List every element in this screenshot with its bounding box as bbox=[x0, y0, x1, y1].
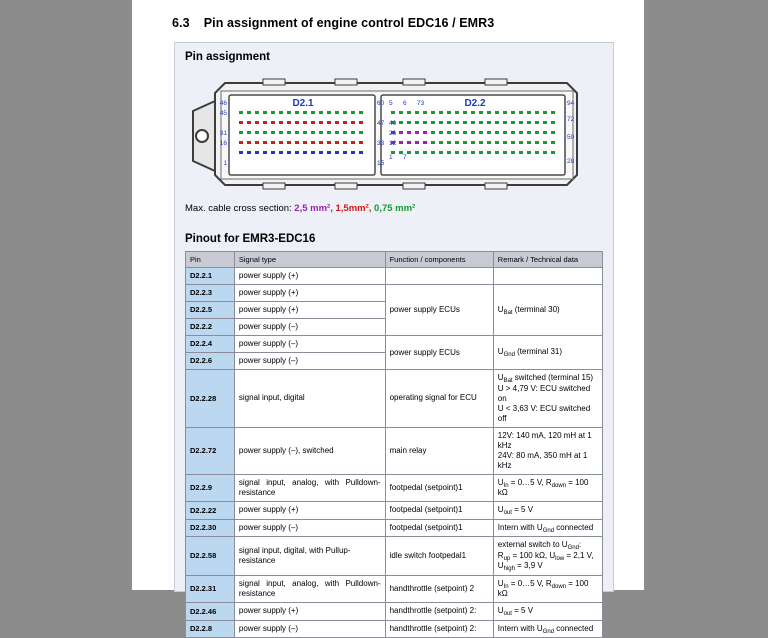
cell-pin: D2.2.9 bbox=[186, 474, 235, 502]
cell-signal-type: power supply (–) bbox=[234, 353, 385, 370]
cable-cross-section-note bbox=[185, 203, 415, 214]
table-row bbox=[186, 603, 603, 621]
svg-text:5: 5 bbox=[389, 100, 393, 107]
cell-pin: D2.2.30 bbox=[186, 519, 235, 537]
svg-text:46: 46 bbox=[219, 100, 227, 107]
cell-remark: $U_{Gnd}$ (terminal 31) bbox=[493, 336, 602, 370]
cell-pin: D2.2.1 bbox=[186, 268, 235, 285]
panel-title: Pin assignment bbox=[185, 51, 270, 63]
cell-function: handthrottle (setpoint) 2: bbox=[385, 603, 493, 621]
cell-remark bbox=[493, 268, 602, 285]
connector-label-d22: D2.2 bbox=[464, 98, 486, 109]
table-row bbox=[186, 502, 603, 520]
document-page bbox=[132, 0, 644, 635]
cell-pin: D2.2.46 bbox=[186, 603, 235, 621]
cell-signal-type: power supply (+) bbox=[234, 268, 385, 285]
column-header-function: Function / components bbox=[385, 252, 493, 268]
table-header-row bbox=[186, 252, 603, 268]
svg-text:6: 6 bbox=[403, 100, 407, 107]
column-header-pin: Pin bbox=[186, 252, 235, 268]
svg-text:40: 40 bbox=[389, 120, 397, 127]
table-row bbox=[186, 268, 603, 285]
cell-pin: D2.2.72 bbox=[186, 427, 235, 474]
svg-text:26: 26 bbox=[389, 130, 397, 137]
pinout-table bbox=[185, 251, 603, 638]
table-row bbox=[186, 336, 603, 353]
cell-pin: D2.2.28 bbox=[186, 370, 235, 428]
cell-function: main relay bbox=[385, 427, 493, 474]
cell-remark: Intern with $U_{Gnd}$ connected bbox=[493, 620, 602, 638]
connector-label-d21: D2.1 bbox=[292, 98, 314, 109]
svg-text:1: 1 bbox=[223, 160, 227, 167]
cell-remark: $U_{Bat}$ switched (terminal 15) U > 4,79 V: ECU switched on U < 3,63 V: ECU switched off bbox=[493, 370, 602, 428]
svg-text:16: 16 bbox=[219, 140, 227, 147]
cable-note-value-2: 1,5mm², bbox=[335, 203, 372, 214]
svg-text:47: 47 bbox=[377, 120, 385, 127]
cell-pin: D2.2.6 bbox=[186, 353, 235, 370]
cell-signal-type: power supply (+) bbox=[234, 285, 385, 302]
cell-signal-type: power supply (–) bbox=[234, 620, 385, 638]
svg-text:12: 12 bbox=[389, 140, 397, 147]
cell-remark: $U_{Bat}$ (terminal 30) bbox=[493, 285, 602, 336]
table-row bbox=[186, 474, 603, 502]
cell-signal-type: power supply (–) bbox=[234, 336, 385, 353]
table-row bbox=[186, 620, 603, 638]
svg-text:7: 7 bbox=[403, 154, 407, 161]
cell-pin: D2.2.8 bbox=[186, 620, 235, 638]
cell-signal-type: power supply (+) bbox=[234, 603, 385, 621]
cell-signal-type: power supply (+) bbox=[234, 302, 385, 319]
svg-text:1: 1 bbox=[389, 154, 393, 161]
cell-signal-type: power supply (–), switched bbox=[234, 427, 385, 474]
pinout-table-body bbox=[186, 268, 603, 638]
cable-note-value-3: 0,75 mm² bbox=[374, 203, 416, 214]
table-row bbox=[186, 519, 603, 537]
svg-text:33: 33 bbox=[377, 140, 385, 147]
cell-signal-type: signal input, analog, with Pulldown-resistance bbox=[234, 474, 385, 502]
page-title bbox=[172, 16, 494, 30]
svg-text:73: 73 bbox=[417, 100, 425, 107]
svg-text:60: 60 bbox=[377, 100, 385, 107]
svg-text:45: 45 bbox=[219, 110, 227, 117]
section-heading: Pin assignment of engine control EDC16 / EMR3 bbox=[203, 16, 495, 30]
cell-remark: $U_{In}$ = 0…5 V, $R_{down} = 100$ kΩ bbox=[493, 474, 602, 502]
cable-note-value-1: 2,5 mm², bbox=[294, 203, 333, 214]
cell-pin: D2.2.2 bbox=[186, 319, 235, 336]
cell-signal-type: signal input, digital, with Pullup-resistance bbox=[234, 537, 385, 576]
svg-text:94: 94 bbox=[567, 100, 575, 107]
cell-signal-type: power supply (–) bbox=[234, 319, 385, 336]
cell-function: footpedal (setpoint)1 bbox=[385, 519, 493, 537]
cell-remark: 12V: 140 mA, 120 mH at 1 kHz 24V: 80 mA, 350 mH at 1 kHz bbox=[493, 427, 602, 474]
table-row bbox=[186, 370, 603, 428]
table-row bbox=[186, 537, 603, 576]
svg-text:72: 72 bbox=[567, 116, 575, 123]
cell-pin: D2.2.58 bbox=[186, 537, 235, 576]
column-header-signal-type: Signal type bbox=[234, 252, 385, 268]
cable-note-label: Max. cable cross section: bbox=[185, 203, 292, 214]
pinout-table-title: Pinout for EMR3-EDC16 bbox=[185, 233, 316, 245]
cell-pin: D2.2.22 bbox=[186, 502, 235, 520]
cell-function: footpedal (setpoint)1 bbox=[385, 502, 493, 520]
cell-function: idle switch footpedal1 bbox=[385, 537, 493, 576]
cell-pin: D2.2.31 bbox=[186, 575, 235, 603]
pin-assignment-panel bbox=[174, 42, 614, 635]
cell-pin: D2.2.5 bbox=[186, 302, 235, 319]
cell-function: power supply ECUs bbox=[385, 285, 493, 336]
cell-signal-type: signal input, digital bbox=[234, 370, 385, 428]
ecu-housing-illustration bbox=[185, 71, 603, 199]
cell-signal-type: power supply (+) bbox=[234, 502, 385, 520]
svg-text:50: 50 bbox=[567, 134, 575, 141]
ecu-connector-diagram bbox=[185, 71, 603, 199]
cell-signal-type: signal input, analog, with Pulldown-resistance bbox=[234, 575, 385, 603]
cell-function: handthrottle (setpoint) 2: bbox=[385, 620, 493, 638]
cell-function: power supply ECUs bbox=[385, 336, 493, 370]
column-header-remark: Remark / Technical data bbox=[493, 252, 602, 268]
cell-signal-type: power supply (–) bbox=[234, 519, 385, 537]
section-number: 6.3 bbox=[172, 16, 190, 30]
table-row bbox=[186, 285, 603, 302]
cell-remark: external switch to $U_{Gnd}$: $R_{up} = 100$ kΩ, $U_{low} = 2,1$ V, $U_{high} = 3,9$ V bbox=[493, 537, 602, 576]
svg-text:28: 28 bbox=[567, 158, 575, 165]
cell-function: operating signal for ECU bbox=[385, 370, 493, 428]
cell-function bbox=[385, 268, 493, 285]
svg-text:31: 31 bbox=[219, 130, 227, 137]
cell-pin: D2.2.4 bbox=[186, 336, 235, 353]
table-row bbox=[186, 575, 603, 603]
cell-function: footpedal (setpoint)1 bbox=[385, 474, 493, 502]
svg-text:15: 15 bbox=[377, 160, 385, 167]
cell-remark: $U_{In}$ = 0…5 V, $R_{down} = 100$ kΩ bbox=[493, 575, 602, 603]
pinout-table-head bbox=[186, 252, 603, 268]
cell-pin: D2.2.3 bbox=[186, 285, 235, 302]
cell-remark: $U_{out} = 5$ V bbox=[493, 502, 602, 520]
cell-remark: Intern with $U_{Gnd}$ connected bbox=[493, 519, 602, 537]
cell-function: handthrottle (setpoint) 2 bbox=[385, 575, 493, 603]
table-row bbox=[186, 427, 603, 474]
cell-remark: $U_{out} = 5$ V bbox=[493, 603, 602, 621]
